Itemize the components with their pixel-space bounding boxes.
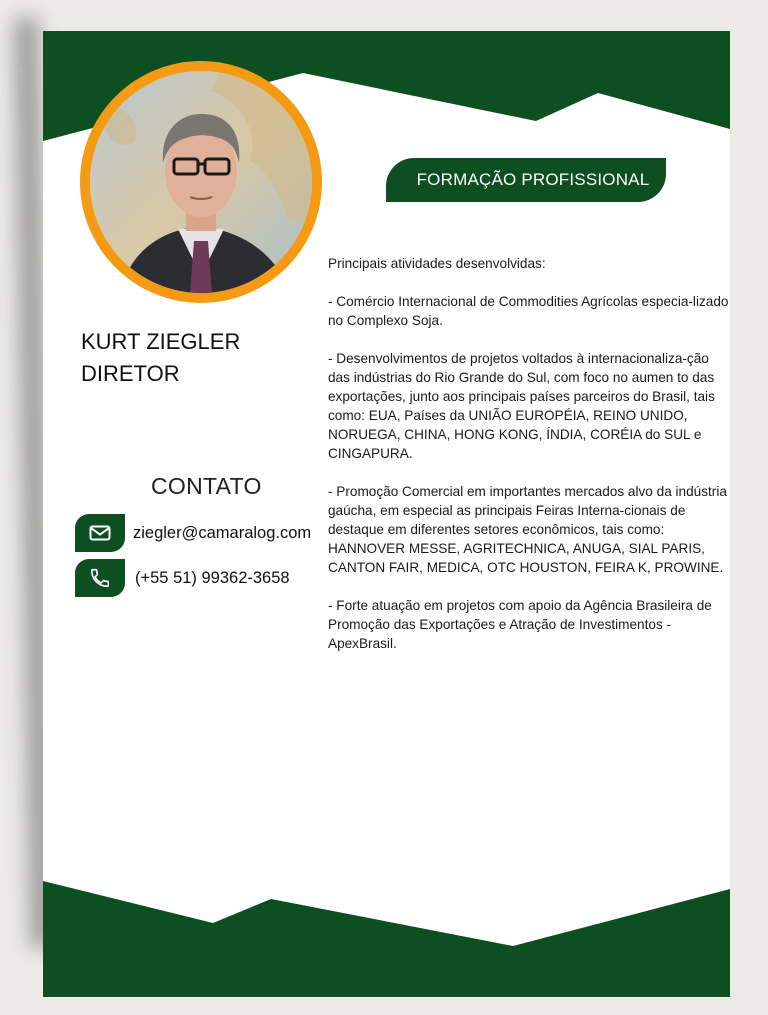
profile-role: DIRETOR xyxy=(81,361,180,386)
summary-item: - Promoção Comercial em importantes mercados alvo da indústria gaúcha, em especial as principais Feiras Interna-cionais de destaque em diferentes setores econômicos, tais como: HANNOVER MESSE, AGRITECHNICA, ANUGA, SIAL PARIS, CANTON FAIR, MEDICA, OTC HOUSTON, FEIRA K, PROWINE. xyxy=(328,484,727,575)
section-title-formacao: FORMAÇÃO PROFISSIONAL xyxy=(386,158,666,202)
summary-item: - Forte atuação em projetos com apoio da Agência Brasileira de Promoção das Exportações e Atração de Investimentos - ApexBrasil. xyxy=(328,598,712,651)
resume-page xyxy=(43,31,730,997)
phone-icon xyxy=(75,559,125,597)
professional-summary xyxy=(328,254,730,672)
bottom-green-band xyxy=(43,881,730,997)
contact-phone[interactable]: (+55 51) 99362-3658 xyxy=(135,568,290,587)
contact-email-row[interactable] xyxy=(75,514,311,552)
profile-name: KURT ZIEGLER xyxy=(81,329,241,354)
profile-photo xyxy=(90,71,312,293)
summary-intro: Principais atividades desenvolvidas: xyxy=(328,256,546,271)
summary-item: - Comércio Internacional de Commodities Agrícolas especia-lizado no Complexo Soja. xyxy=(328,294,729,328)
contact-phone-row[interactable] xyxy=(75,559,290,597)
contact-email[interactable]: ziegler@camaralog.com xyxy=(133,523,312,542)
contact-title: CONTATO xyxy=(151,473,262,499)
envelope-icon xyxy=(75,514,125,552)
profile-heading xyxy=(81,326,240,390)
portrait-illustration xyxy=(90,71,312,293)
summary-item: - Desenvolvimentos de projetos voltados à internacionaliza-ção das indústrias do Rio Grande do Sul, com foco no aumen to das exportações, junto aos principais países parceiros do Brasil, tais como: EUA, Países da UNIÃO EUROPÉIA, REINO UNIDO, NORUEGA, CHINA, HONG KONG, ÍNDIA, CORÉIA do SUL e CINGAPURA. xyxy=(328,351,715,461)
